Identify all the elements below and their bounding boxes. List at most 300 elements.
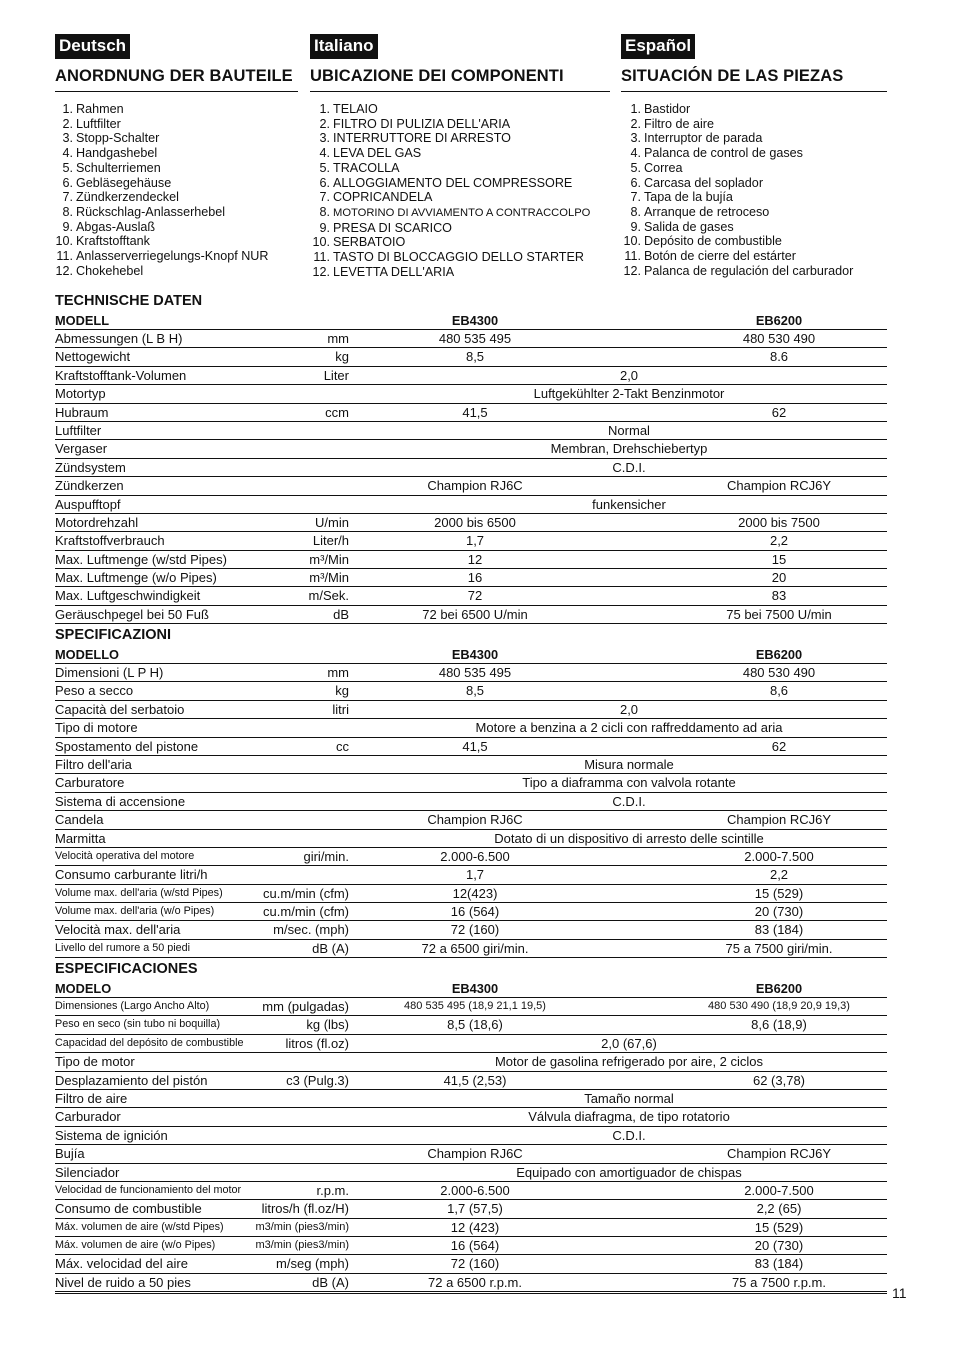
part-label: INTERRUTTORE DI ARRESTO	[333, 131, 511, 146]
table-row	[55, 940, 887, 958]
table-row	[55, 514, 887, 532]
table-row	[55, 903, 887, 921]
row-value-eb6200: Champion RCJ6Y	[726, 1146, 832, 1162]
part-number: 5.	[62, 160, 73, 175]
part-number: 8.	[319, 204, 330, 219]
part-number: 1.	[319, 102, 330, 116]
table-row	[55, 1090, 887, 1108]
row-unit: dB	[333, 606, 349, 622]
parts-list-item	[55, 131, 298, 146]
row-label: Max. Luftmenge (w/std Pipes)	[55, 551, 227, 567]
part-label: ALLOGGIAMENTO DEL COMPRESSORE	[333, 175, 573, 190]
row-unit: m³/Min	[309, 551, 349, 567]
row-unit: m/sec. (mph)	[273, 922, 349, 938]
parts-list-item	[55, 249, 298, 264]
row-value-shared: C.D.I.	[612, 459, 646, 475]
row-value-eb6200: 480 530 490 (18,9 20,9 19,3)	[708, 1000, 850, 1012]
part-label: TASTO DI BLOCCAGGIO DELLO STARTER	[333, 250, 584, 265]
row-value-eb4300: 1,7	[465, 533, 485, 549]
row-unit: ccm	[325, 404, 349, 420]
row-label: Bujía	[55, 1146, 85, 1162]
row-label: Capacidad del depósito de combustible	[55, 1036, 244, 1049]
row-value-eb4300: 480 535 495	[438, 665, 512, 680]
row-value-eb6200: 15 (529)	[754, 885, 804, 901]
part-label: Zündkerzendeckel	[76, 190, 179, 205]
row-value-eb6200: 8,6	[769, 683, 789, 699]
parts-list-item	[310, 146, 610, 161]
row-value-eb4300: 41,5 (2,53)	[443, 1072, 507, 1088]
row-unit: Liter	[323, 367, 349, 383]
table-row	[55, 569, 887, 587]
table-row	[55, 682, 887, 700]
parts-list-item	[310, 131, 610, 146]
row-value-eb6200: 2,2	[769, 533, 789, 549]
part-label: Tapa de la bujía	[644, 190, 733, 205]
row-label: Velocidad de funcionamiento del motor	[55, 1183, 242, 1196]
row-label: Spostamento del pistone	[55, 738, 199, 754]
table-header-row	[55, 980, 887, 998]
row-value-eb4300: 8,5 (18,6)	[447, 1017, 503, 1033]
row-unit: kg	[335, 683, 349, 699]
parts-list-item	[310, 221, 610, 236]
row-value-eb6200: 75 bei 7500 U/min	[726, 606, 832, 622]
row-value-eb4300: 16 (564)	[450, 904, 500, 920]
parts-heading: SITUACIÓN DE LAS PIEZAS	[621, 67, 887, 92]
row-value-eb6200: 15 (529)	[754, 1219, 804, 1235]
part-number: 10.	[312, 235, 330, 250]
part-number: 2.	[319, 116, 330, 131]
row-label: Kraftstofftank-Volumen	[55, 367, 187, 383]
row-value-eb6200: 480 530 490	[742, 665, 816, 680]
part-number: 8.	[630, 204, 641, 219]
table-title: TECHNISCHE DATEN	[55, 293, 203, 309]
row-value-eb4300: 2000 bis 6500	[434, 514, 516, 530]
table-row	[55, 848, 887, 866]
parts-list-item	[621, 176, 887, 191]
language-label: Español	[621, 34, 695, 59]
row-value-eb4300: Champion RJ6C	[427, 1146, 523, 1162]
part-number: 7.	[319, 190, 330, 205]
column-espanol	[621, 34, 887, 278]
part-label: Stopp-Schalter	[76, 131, 160, 146]
table-row	[55, 1053, 887, 1071]
row-label: Luftfilter	[55, 422, 102, 438]
header-model-2: EB6200	[755, 313, 803, 328]
part-number: 9.	[62, 219, 73, 234]
row-value-eb6200: 83	[771, 588, 787, 604]
row-value-eb6200: 8,6 (18,9)	[751, 1017, 807, 1033]
row-value-eb4300: 16	[467, 570, 483, 586]
table-row	[55, 348, 887, 366]
spec-table-es	[55, 961, 887, 1292]
parts-list	[55, 102, 298, 278]
part-number: 12.	[623, 263, 641, 278]
parts-list	[310, 102, 610, 279]
table-title: ESPECIFICACIONES	[55, 961, 198, 977]
part-number: 11.	[56, 249, 73, 264]
row-unit: litri	[332, 701, 349, 717]
spec-table-de	[55, 293, 887, 624]
row-label: Geräuschpegel bei 50 Fuß	[55, 606, 209, 622]
row-value-shared: Misura normale	[584, 756, 674, 772]
part-number: 6.	[630, 175, 641, 190]
row-label: Auspufftopf	[55, 496, 121, 512]
part-number: 3.	[62, 131, 73, 146]
parts-list-item	[55, 102, 298, 117]
part-label: PRESA DI SCARICO	[333, 220, 452, 235]
row-unit: litros/h (fl.oz/H)	[261, 1201, 349, 1217]
row-unit: litros (fl.oz)	[285, 1035, 349, 1051]
row-value-shared: Membran, Drehschiebertyp	[550, 441, 708, 457]
part-label: COPRICANDELA	[333, 190, 433, 205]
table-row	[55, 664, 887, 682]
table-row	[55, 330, 887, 348]
part-number: 11.	[624, 249, 641, 264]
row-unit: dB (A)	[312, 1274, 349, 1290]
part-label: LEVETTA DELL'ARIA	[333, 264, 455, 279]
row-label: Tipo di motore	[55, 720, 138, 736]
row-value-eb4300: 480 535 495	[438, 331, 512, 346]
part-label: Schulterriemen	[76, 160, 161, 175]
table-row	[55, 1035, 887, 1053]
row-label: Sistema di accensione	[55, 793, 186, 809]
row-value-eb6200: Champion RCJ6Y	[726, 812, 832, 828]
table-row	[55, 404, 887, 422]
table-row	[55, 606, 887, 624]
row-value-eb4300: 41,5	[462, 738, 488, 754]
part-number: 7.	[630, 190, 641, 205]
row-value-eb4300: 72 a 6500 giri/min.	[421, 940, 529, 956]
row-value-shared: C.D.I.	[612, 1127, 646, 1143]
table-row	[55, 885, 887, 903]
part-label: Palanca de regulación del carburador	[644, 263, 854, 278]
table-row	[55, 385, 887, 403]
row-label: Carburador	[55, 1109, 121, 1125]
table-row	[55, 701, 887, 719]
page-number: 11	[892, 1285, 907, 1301]
row-label: Consumo de combustible	[55, 1201, 202, 1217]
part-label: Salida de gases	[644, 219, 734, 234]
table-row	[55, 1219, 887, 1237]
part-label: TELAIO	[333, 102, 378, 116]
row-value-shared: Luftgekühlter 2-Takt Benzinmotor	[533, 386, 725, 402]
part-number: 12.	[55, 263, 73, 278]
part-label: Carcasa del soplador	[644, 175, 764, 190]
table-row	[55, 1108, 887, 1126]
row-value-eb6200: 62	[771, 738, 787, 754]
header-model-2: EB6200	[755, 647, 803, 662]
row-label: Filtro dell'aria	[55, 756, 132, 772]
row-unit: r.p.m.	[316, 1182, 349, 1198]
row-value-eb4300: 72 (160)	[450, 1256, 500, 1272]
part-number: 4.	[319, 146, 330, 161]
row-value-eb6200: 83 (184)	[754, 922, 804, 938]
table-row	[55, 830, 887, 848]
part-label: Depósito de combustible	[644, 234, 782, 249]
part-number: 4.	[630, 146, 641, 161]
table-row	[55, 1127, 887, 1145]
part-number: 7.	[62, 190, 73, 205]
row-label: Dimensiones (Largo Ancho Alto)	[55, 1000, 210, 1012]
part-number: 9.	[319, 220, 330, 235]
row-value-eb4300: 72 a 6500 r.p.m.	[428, 1274, 522, 1290]
parts-list-item	[55, 146, 298, 161]
row-unit: m3/min (pies3/min)	[255, 1220, 349, 1233]
column-deutsch	[55, 34, 298, 278]
row-label: Velocità max. dell'aria	[55, 922, 181, 938]
parts-list-item	[55, 161, 298, 176]
row-label: Peso en seco (sin tubo ni boquilla)	[55, 1018, 221, 1031]
row-label: Consumo carburante litri/h	[55, 867, 208, 883]
row-value-eb6200: 8.6	[769, 349, 789, 365]
parts-list-item	[310, 250, 610, 265]
parts-list-item	[55, 205, 298, 220]
table-row	[55, 756, 887, 774]
part-label: LEVA DEL GAS	[333, 146, 422, 161]
part-label: Rückschlag-Anlasserhebel	[76, 204, 226, 219]
spec-table-it	[55, 627, 887, 958]
part-number: 2.	[630, 116, 641, 131]
part-label: Chokehebel	[76, 263, 144, 278]
row-value-eb4300: 72	[467, 588, 483, 604]
row-value-eb4300: 2.000-6.500	[440, 1182, 510, 1198]
row-label: Silenciador	[55, 1164, 120, 1180]
table-row	[55, 587, 887, 605]
row-label: Volume max. dell'aria (w/o Pipes)	[55, 905, 215, 918]
row-value-eb4300: 480 535 495 (18,9 21,1 19,5)	[404, 1000, 546, 1012]
table-row	[55, 1164, 887, 1182]
row-unit: kg	[335, 349, 349, 365]
parts-list-item	[55, 176, 298, 191]
table-row	[55, 1200, 887, 1218]
row-label: Desplazamiento del pistón	[55, 1072, 208, 1088]
parts-list-item	[621, 102, 887, 117]
parts-list-item	[310, 161, 610, 176]
row-value-eb6200: 20	[771, 570, 787, 586]
part-label: Handgashebel	[76, 146, 158, 161]
table-row	[55, 532, 887, 550]
row-value-eb6200: 20 (730)	[754, 1238, 804, 1254]
header-model-label: MODELLO	[55, 647, 119, 662]
part-label: Rahmen	[76, 102, 124, 116]
row-value-eb4300: Champion RJ6C	[427, 478, 523, 494]
row-unit: kg (lbs)	[306, 1017, 349, 1033]
table-row	[55, 921, 887, 939]
row-value-eb6200: 2.000-7.500	[744, 1182, 814, 1198]
part-number: 2.	[62, 116, 73, 131]
row-label: Máx. volumen de aire (w/o Pipes)	[55, 1239, 216, 1252]
row-label: Abmessungen (L B H)	[55, 331, 183, 346]
part-number: 6.	[62, 175, 73, 190]
row-label: Zündsystem	[55, 459, 126, 475]
row-value-shared: Tipo a diaframma con valvola rotante	[522, 775, 736, 791]
table-row	[55, 1255, 887, 1273]
row-value-eb6200: 480 530 490	[742, 331, 816, 346]
row-value-eb6200: 2000 bis 7500	[738, 514, 820, 530]
row-unit: m/seg (mph)	[276, 1256, 349, 1272]
column-italiano	[310, 34, 610, 279]
row-unit: dB (A)	[312, 940, 349, 956]
table-header-row	[55, 646, 887, 664]
table-row	[55, 422, 887, 440]
parts-list-item	[55, 117, 298, 132]
row-value-eb4300: 8,5	[465, 349, 485, 365]
part-label: Kraftstofftank	[76, 234, 150, 249]
row-label: Zündkerzen	[55, 478, 124, 494]
row-label: Sistema de ignición	[55, 1127, 168, 1143]
part-number: 10.	[55, 234, 73, 249]
table-row	[55, 866, 887, 884]
row-label: Kraftstoffverbrauch	[55, 533, 165, 549]
table-row	[55, 1237, 887, 1255]
row-unit: mm	[327, 331, 349, 346]
part-label: Arranque de retroceso	[644, 204, 770, 219]
table-header-row	[55, 312, 887, 330]
part-label: SERBATOIO	[333, 235, 406, 250]
parts-list-item	[310, 102, 610, 117]
parts-heading: UBICAZIONE DEI COMPONENTI	[310, 67, 610, 92]
row-label: Max. Luftmenge (w/o Pipes)	[55, 570, 217, 586]
table-title: SPECIFICAZIONI	[55, 627, 172, 643]
row-label: Candela	[55, 812, 104, 828]
row-value-shared: Normal	[608, 422, 650, 438]
row-value-eb6200: 15	[771, 551, 787, 567]
parts-heading: ANORDNUNG DER BAUTEILE	[55, 67, 298, 92]
row-label: Filtro de aire	[55, 1090, 128, 1106]
part-number: 5.	[319, 160, 330, 175]
table-row	[55, 1274, 887, 1292]
part-number: 3.	[630, 131, 641, 146]
part-number: 9.	[630, 219, 641, 234]
row-value-shared: Motor de gasolina refrigerado por aire, 2 ciclos	[494, 1054, 764, 1070]
row-value-shared: Motore a benzina a 2 cicli con raffreddamento ad aria	[475, 720, 783, 736]
parts-list-item	[55, 220, 298, 235]
row-value-shared: Equipado con amortiguador de chispas	[516, 1164, 742, 1180]
parts-list-item	[55, 190, 298, 205]
row-label: Motordrehzahl	[55, 514, 139, 530]
header-model-1: EB4300	[451, 647, 499, 662]
row-label: Livello del rumore a 50 piedi	[55, 941, 191, 954]
table-row	[55, 719, 887, 737]
row-value-eb4300: 8,5	[465, 683, 485, 699]
part-number: 1.	[62, 102, 73, 116]
parts-list-item	[310, 117, 610, 132]
parts-list-item	[621, 249, 887, 264]
row-label: Motortyp	[55, 386, 106, 402]
part-label: Interruptor de parada	[644, 131, 763, 146]
row-value-shared: Tamaño normal	[584, 1090, 674, 1106]
row-value-eb6200: 62	[771, 404, 787, 420]
part-label: TRACOLLA	[333, 160, 400, 175]
table-row	[55, 1182, 887, 1200]
row-value-eb4300: Champion RJ6C	[427, 812, 523, 828]
header-model-1: EB4300	[451, 981, 499, 996]
part-number: 12.	[312, 264, 330, 279]
parts-list-item	[621, 117, 887, 132]
row-unit: mm (pulgadas)	[262, 999, 349, 1014]
row-value-shared: 2,0	[619, 701, 639, 717]
row-value-eb4300: 12 (423)	[450, 1219, 500, 1235]
part-number: 4.	[62, 146, 73, 161]
row-value-shared: Dotato di un dispositivo di arresto delle scintille	[494, 830, 764, 846]
row-label: Carburatore	[55, 775, 125, 791]
parts-list-item	[310, 176, 610, 191]
row-value-shared: funkensicher	[592, 496, 666, 512]
part-label: Bastidor	[644, 102, 691, 116]
row-unit: cc	[336, 738, 349, 754]
row-label: Máx. volumen de aire (w/std Pipes)	[55, 1220, 224, 1233]
row-value-eb6200: 83 (184)	[754, 1256, 804, 1272]
row-value-eb4300: 72 (160)	[450, 922, 500, 938]
table-row	[55, 1016, 887, 1034]
parts-list-item	[621, 190, 887, 205]
row-label: Volume max. dell'aria (w/std Pipes)	[55, 886, 223, 899]
header-model-1: EB4300	[451, 313, 499, 328]
part-number: 6.	[319, 175, 330, 190]
row-value-eb4300: 12(423)	[452, 885, 498, 901]
table-row	[55, 440, 887, 458]
row-label: Peso a secco	[55, 683, 134, 699]
part-label: Abgas-Auslaß	[76, 219, 156, 234]
table-row	[55, 477, 887, 495]
row-value-eb4300: 72 bei 6500 U/min	[422, 606, 528, 622]
row-label: Tipo de motor	[55, 1054, 135, 1070]
header-model-label: MODELO	[55, 981, 112, 996]
row-unit: cu.m/min (cfm)	[263, 885, 349, 901]
part-label: Luftfilter	[76, 116, 121, 131]
row-label: Velocità operativa del motore	[55, 849, 195, 862]
row-unit: c3 (Pulg.3)	[286, 1072, 349, 1088]
table-row	[55, 551, 887, 569]
parts-list-item	[310, 205, 610, 221]
table-row	[55, 811, 887, 829]
row-value-shared: 2,0	[619, 367, 639, 383]
parts-list	[621, 102, 887, 278]
row-value-eb4300: 41,5	[462, 404, 488, 420]
part-number: 3.	[319, 131, 330, 146]
parts-list-item	[621, 234, 887, 249]
part-label: Palanca de control de gases	[644, 146, 803, 161]
row-value-eb6200: 2,2 (65)	[756, 1201, 802, 1217]
table-row	[55, 496, 887, 514]
parts-list-item	[55, 264, 298, 279]
parts-list-item	[621, 131, 887, 146]
parts-list-item	[621, 161, 887, 176]
part-label: Correa	[644, 160, 683, 175]
row-unit: m/Sek.	[308, 588, 349, 604]
table-row	[55, 367, 887, 385]
row-value-eb4300: 1,7	[465, 867, 485, 883]
parts-list-item	[621, 264, 887, 279]
row-value-eb6200: 75 a 7500 r.p.m.	[732, 1274, 826, 1290]
row-value-eb4300: 1,7 (57,5)	[447, 1201, 503, 1217]
row-value-eb6200: Champion RCJ6Y	[726, 478, 832, 494]
table-row	[55, 1072, 887, 1090]
part-label: Botón de cierre del estárter	[644, 249, 796, 264]
parts-list-item	[621, 220, 887, 235]
language-label: Italiano	[310, 34, 378, 59]
parts-list-item	[310, 190, 610, 205]
row-value-eb6200: 20 (730)	[754, 904, 804, 920]
footer-rule	[55, 1293, 887, 1294]
part-label: FILTRO DI PULIZIA DELL'ARIA	[333, 116, 511, 131]
row-value-eb6200: 62 (3,78)	[752, 1072, 806, 1088]
part-label: MOTORINO DI AVVIAMENTO A CONTRACCOLPO	[333, 206, 591, 219]
row-unit: U/min	[315, 514, 349, 530]
part-label: Filtro de aire	[644, 116, 714, 131]
row-label: Hubraum	[55, 404, 109, 420]
part-number: 10.	[623, 234, 641, 249]
